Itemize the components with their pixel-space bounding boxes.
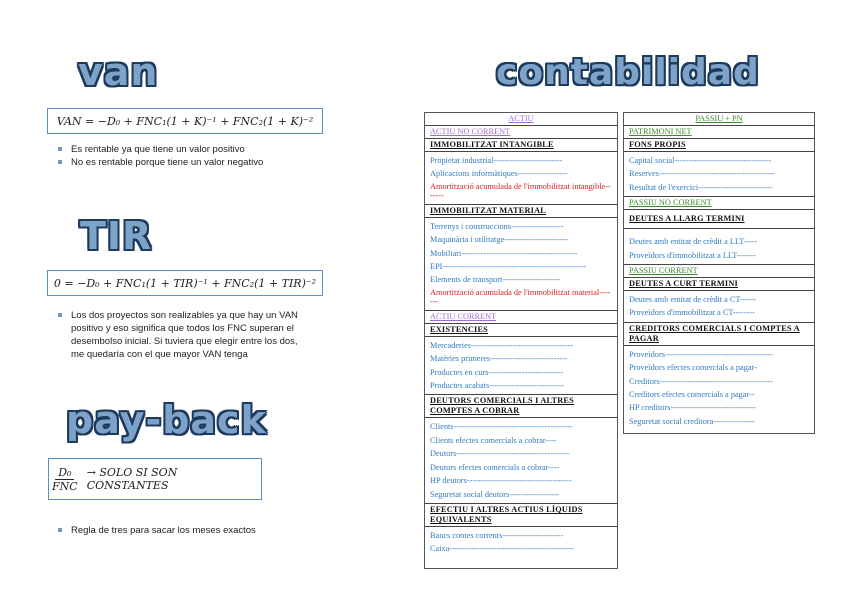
tir-bullet: Los dos proyectos son realizables ya que hay un VAN positivo y eso significa que todos los FNC superan el desembolso inicial. Si tuviera que elegir entre los dos, me quedaría con el que mayor VAN tenga: [55, 309, 300, 361]
efectiu-heading: EFECTIU I ALTRES ACTIUS LÍQUIDS EQUIVALENTS: [425, 503, 617, 527]
list-item: Deutors-----------------------------------------: [430, 449, 570, 459]
payback-formula: [48, 458, 262, 500]
list-item: Clients-------------------------------------------: [430, 422, 573, 432]
van-bullets: [55, 143, 325, 169]
payback-condition: → SOLO SI SON CONSTANTES: [86, 466, 178, 492]
list-item: Creditors-----------------------------------------: [629, 376, 774, 386]
list-item: Proveïdors d'immobilitzat a LLT-------: [629, 250, 756, 260]
list-item: Seguretat social deutors------------------: [430, 489, 559, 499]
list-item: Seguretat social creditora---------------: [629, 416, 755, 426]
deutes-curt-heading: DEUTES A CURT TERMINI: [624, 278, 814, 291]
list-item: Caixa---------------------------------------------: [430, 544, 574, 554]
actiu-table: [424, 112, 618, 569]
list-item: Capital social-----------------------------------: [629, 156, 772, 165]
actiu-header: ACTIU: [425, 113, 617, 126]
fraction-denominator: FNC: [52, 479, 78, 493]
list-item: Creditors efectes comercials a pagar--: [629, 390, 755, 400]
list-item: Mobiliari------------------------------------------: [430, 248, 578, 258]
deutors-heading: DEUTORS COMERCIALS I ALTRES COMPTES A COBRAR: [425, 394, 617, 418]
fraction-numerator: D₀: [55, 466, 74, 480]
list-item: HP creditors-------------------------------: [629, 403, 757, 413]
actiu-no-corrent: ACTIU NO CORRENT: [425, 126, 617, 139]
tir-bullets: [55, 309, 300, 361]
list-item: Productes acabats---------------------------: [430, 381, 564, 391]
van-formula: VAN = −D₀ + FNC₁(1 + K)⁻¹ + FNC₂(1 + K)⁻²: [47, 108, 323, 134]
deutes-llarg-heading: DEUTES A LLARG TERMINI: [624, 210, 814, 229]
list-item: Reserves------------------------------------------: [629, 169, 775, 179]
list-item: Resultat de l'exercici---------------------------: [629, 182, 773, 192]
list-item: Propietat industrial-------------------------: [430, 156, 563, 165]
passiu-corrent: PASSIU CORRENT: [624, 264, 814, 278]
creditors-heading: CREDITORS COMERCIALS I COMPTES A PAGAR: [624, 322, 814, 346]
list-item: HP deutors--------------------------------------: [430, 476, 572, 486]
patrimoni-net: PATRIMONI NET: [624, 126, 814, 139]
list-item: Bancs contes corrents----------------------: [430, 530, 564, 540]
payback-title: pay-back: [66, 398, 267, 442]
passiu-no-corrent: PASSIU NO CORRENT: [624, 196, 814, 210]
tir-formula: 0 = −D₀ + FNC₁(1 + TIR)⁻¹ + FNC₂(1 + TIR)⁻²: [47, 270, 323, 296]
list-item: Maquinària i utilitatge-----------------------: [430, 235, 568, 245]
list-item: EPI----------------------------------------------------: [430, 262, 587, 272]
list-item: Amortització acumulada de l'immobilitzat material-------: [430, 287, 611, 307]
list-item: Deutors efectes comercials a cobrar----: [430, 462, 560, 472]
list-item: Proveïdors---------------------------------------: [629, 349, 773, 359]
list-item: Mercaderies-------------------------------------: [430, 340, 574, 350]
tir-title: TIR: [80, 214, 153, 258]
van-title: van: [78, 50, 159, 94]
list-item: Proveïdors efectes comercials a pagar-: [629, 363, 757, 373]
payback-bullet: Regla de tres para sacar los meses exactos: [55, 524, 315, 537]
payback-fraction: [49, 466, 81, 493]
list-item: Matèries primeres----------------------------: [430, 354, 568, 364]
list-item: Deutes amb entitat de crèdit a CT------: [629, 295, 757, 305]
list-item: Elements de transport---------------------: [430, 275, 561, 285]
van-bullet: No es rentable porque tiene un valor negativo: [55, 156, 325, 169]
list-item: Amortització acumulada de l'immobilitzat intangible-------: [430, 181, 611, 201]
list-item: Deutes amb entitat de crèdit a LLT-----: [629, 237, 758, 247]
list-item: Proveïdors d'immobilitzat a CT--------: [629, 308, 755, 318]
existencies-heading: EXISTENCIES: [425, 324, 617, 337]
list-item: Aplicacions informàtiques------------------: [430, 169, 568, 179]
passiu-header: PASSIU + PN: [624, 113, 814, 126]
van-bullet: Es rentable ya que tiene un valor positivo: [55, 143, 325, 156]
immob-intangible-heading: IMMOBILITZAT INTANGIBLE: [425, 139, 617, 152]
immob-material-heading: IMMOBILITZAT MATERIAL: [425, 204, 617, 218]
payback-bullets: [55, 524, 315, 537]
actiu-corrent: ACTIU CORRENT: [425, 310, 617, 324]
passiu-table: [623, 112, 815, 434]
list-item: Productes en curs---------------------------: [430, 367, 564, 377]
fons-propis-heading: FONS PROPIS: [624, 139, 814, 152]
list-item: Clients efectes comercials a cobrar----: [430, 435, 557, 445]
list-item: Terrenys i construccions-------------------: [430, 221, 564, 231]
contabilidad-title: contabilidad: [496, 52, 760, 93]
